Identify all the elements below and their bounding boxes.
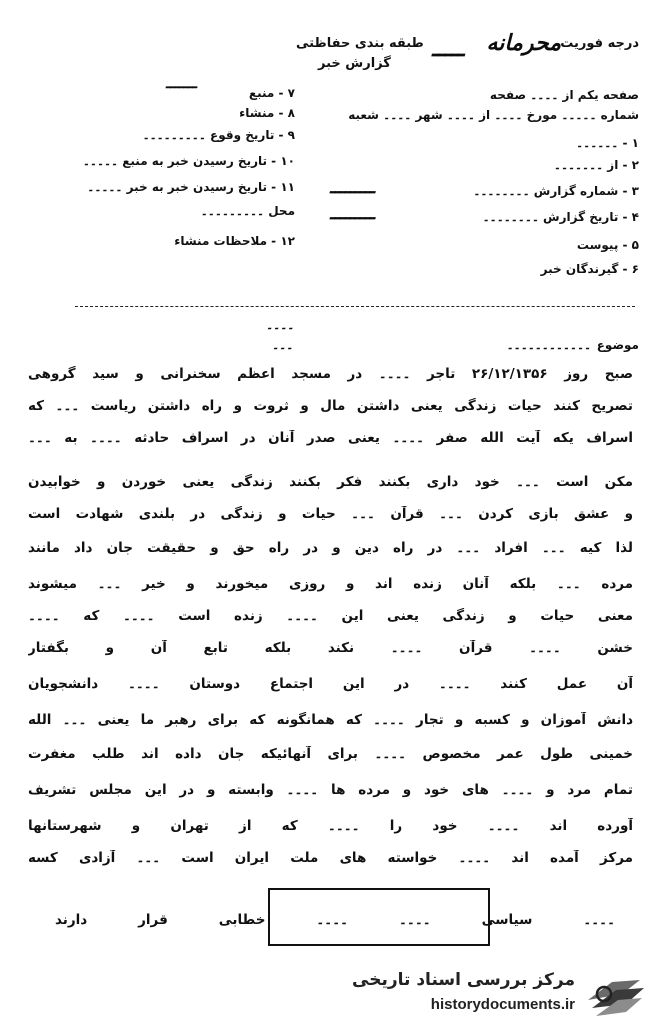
- body-line: تصریح کنند حیات زندگی یعنی داشتن مال و ثروت و راه داشتن ریاست ۔۔۔ که: [28, 398, 633, 414]
- field-origin: ۸ - منشاء: [239, 106, 295, 120]
- field-source-received-date: ۱۰ - تاریخ رسیدن خبر به منبع ۔۔۔۔۔: [82, 154, 295, 168]
- field-news-received-date: ۱۱ - تاریخ رسیدن خبر به خبر ۔۔۔۔۔: [87, 180, 295, 194]
- subject-value: ۔۔۔۔۔۔۔۔۔۔۔۔: [506, 338, 591, 352]
- classification-label: درجه فوریت: [560, 36, 639, 51]
- handwritten-stamp-mark: ـــــ: [432, 36, 465, 62]
- field-item-1: ۱ - ۔۔۔۔۔۔: [576, 136, 639, 150]
- field-number-date: شماره ۔۔۔۔۔ مورخ ۔۔۔۔ از ۔۔۔۔ شهر ۔۔۔۔ شعبه: [348, 108, 639, 122]
- body-line: تمام مرد و ۔۔۔۔ های خود و مرده ها ۔۔۔۔ وابسته و در این مجلس تشریف: [28, 782, 633, 798]
- body-line: و عشق بازی کردن ۔۔۔ قرآن ۔۔۔ حیات و زندگی در بلندی شهادت است: [28, 506, 633, 522]
- field-item-2-from: ۲ - از ۔۔۔۔۔۔۔: [553, 158, 639, 172]
- body-line: معنی حیات و زندگی یعنی این ۔۔۔۔ زنده است ۔۔۔۔ که ۔۔۔۔: [28, 608, 633, 624]
- subject-label: موضوع: [596, 338, 639, 352]
- archive-name: مرکز بررسی اسناد تاریخی: [352, 970, 575, 990]
- body-line: لذا کیه ۔۔۔ افراد ۔۔۔ در راه دین و در راه حق و حقیقت جان داد مانند: [28, 540, 633, 556]
- margin-note-2: ۔۔۔: [272, 338, 294, 352]
- body-line: خمینی طول عمر مخصوص ۔۔۔۔ برای آنهائیکه جان داده اند طلب مغفرت: [28, 746, 633, 762]
- field-report-number: ۳ - شماره گزارش ۔۔۔۔۔۔۔۔: [473, 184, 639, 198]
- margin-note-1: ۔۔۔۔: [266, 318, 295, 332]
- field-attachment: ۵ - پیوست: [576, 238, 639, 252]
- body-line: مرکز آمده اند ۔۔۔۔ خواسته های ملت ایران است ۔۔۔ آزادی کسه: [28, 850, 633, 866]
- field-location: محل ۔۔۔۔۔۔۔۔۔: [200, 204, 295, 218]
- body-line: صبح روز ۲۶/۱۲/۱۳۵۶ تاجر ۔۔۔۔ در مسجد اعظم سخنرانی و سید گروهی: [28, 366, 633, 382]
- field-origin-remarks: ۱۲ - ملاحظات منشاء: [174, 234, 295, 248]
- field-source: ۷ - منبع: [248, 86, 295, 100]
- header-divider: [75, 306, 635, 307]
- classification-stamp: محرمانه: [486, 30, 561, 56]
- body-line: آورده اند ۔۔۔۔ خود را ۔۔۔۔ که از تهران و شهرستانها: [28, 818, 633, 834]
- body-line: آن عمل کنند ۔۔۔۔ در این اجتماع دوستان ۔۔۔۔ دانشجویان: [28, 676, 633, 692]
- field-occurrence-date: ۹ - تاریخ وقوع ۔۔۔۔۔۔۔۔۔: [142, 128, 295, 142]
- archive-url: historydocuments.ir: [430, 996, 575, 1013]
- handwritten-report-date: ـــــــــ: [330, 204, 375, 224]
- body-line: دانش آموزان و کسبه و تجار ۔۔۔۔ که همانگونه که برای رهبر ما یعنی ۔۔۔ الله: [28, 712, 633, 728]
- body-line: مکن است ۔۔۔ خود داری بکنند فکر بکنند زندگی یعنی خوردن و خوابیدن: [28, 474, 633, 490]
- handwritten-report-number: ـــــــــ: [330, 178, 375, 198]
- report-title: گزارش خبر: [318, 56, 391, 71]
- classification-level: طبقه بندی حفاظتی: [296, 36, 424, 51]
- handwritten-source: ـــــــ: [166, 74, 197, 92]
- field-recipients: ۶ - گیرندگان خبر: [540, 262, 639, 276]
- archive-logo-icon: [582, 972, 648, 1026]
- body-line: خشن ۔۔۔۔ قرآن ۔۔۔۔ نکند بلکه تابع آن و بگفتار: [28, 640, 633, 656]
- body-line: اسراف یکه آیت الله صفر ۔۔۔۔ یعنی صدر آنان در اسراف حادثه ۔۔۔۔ به ۔۔۔: [28, 430, 633, 446]
- field-page-count: صفحه یکم از ۔۔۔۔ صفحه: [489, 88, 639, 102]
- field-report-date: ۴ - تاریخ گزارش ۔۔۔۔۔۔۔۔: [482, 210, 639, 224]
- body-last-line: ۔۔۔۔ سیاسی ۔۔۔۔ ۔۔۔۔ خطابی قرار دارند: [55, 912, 615, 928]
- body-line: مرده ۔۔۔ بلکه آنان زنده اند و روزی میخورند و خیر ۔۔۔ میشوند: [28, 576, 633, 592]
